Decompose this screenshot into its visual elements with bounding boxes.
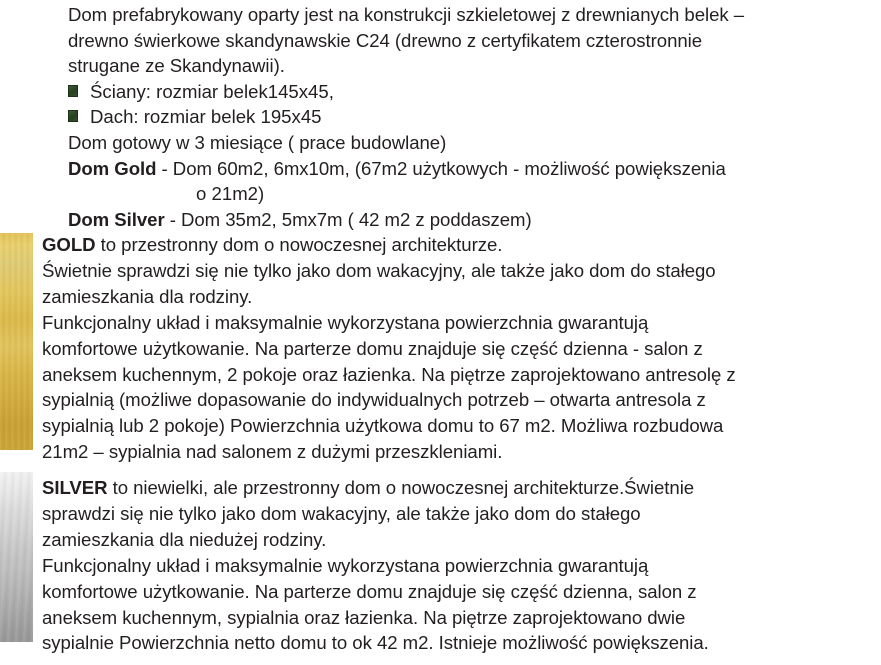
- silver-description-line-5: komfortowe użytkowanie. Na parterze domu znajduje się część dzienna, salon z: [42, 580, 697, 602]
- silver-description-line-6: aneksem kuchennym, sypialnia oraz łazienka. Na piętrze zaprojektowano dwie: [42, 606, 686, 628]
- silver-accent-bar: [0, 472, 33, 642]
- spec-bullet-roof-label: Dach: rozmiar belek 195x45: [90, 106, 322, 128]
- spec-bullet-walls-label: Ściany: rozmiar belek145x45,: [90, 80, 334, 102]
- build-time-line: Dom gotowy w 3 miesiące ( prace budowlane): [68, 131, 447, 153]
- model-silver-name: Dom Silver: [68, 208, 165, 230]
- silver-description-line-1: [42, 475, 847, 501]
- gold-description-line-3: zamieszkania dla rodziny.: [42, 285, 253, 307]
- model-gold-name: Dom Gold: [68, 157, 157, 179]
- specification-block: [68, 2, 868, 232]
- gold-description-line-8: sypialnią lub 2 pokoje) Powierzchnia użytkowa domu to 67 m2. Możliwa rozbudowa: [42, 415, 724, 437]
- gold-label: GOLD: [42, 234, 96, 255]
- gold-description-line-9: 21m2 – sypialnia nad salonem z dużymi przeszkleniami.: [42, 441, 503, 463]
- gold-accent-bar: [0, 233, 33, 450]
- gold-description-block: [42, 232, 847, 465]
- silver-description-block: [42, 475, 847, 656]
- model-gold-details: - Dom 60m2, 6mx10m, (67m2 użytkowych - możliwość powiększenia: [156, 157, 726, 179]
- intro-line-1: Dom prefabrykowany oparty jest na konstrukcji szkieletowej z drewnianych belek –: [68, 4, 745, 25]
- spec-bullet-roof: [68, 104, 868, 130]
- gold-description-line-1: [42, 232, 847, 258]
- silver-description-line-3: zamieszkania dla niedużej rodziny.: [42, 528, 327, 550]
- silver-line-1-text: to niewielki, ale przestronny dom o nowoczesnej architekturze.Świetnie: [107, 477, 695, 498]
- model-gold-line: [68, 156, 868, 182]
- model-silver-details: - Dom 35m2, 5mx7m ( 42 m2 z poddaszem): [164, 208, 532, 230]
- silver-description-line-4: Funkcjonalny układ i maksymalnie wykorzystana powierzchnia gwarantują: [42, 554, 649, 576]
- gold-description-line-4: Funkcjonalny układ i maksymalnie wykorzystana powierzchnia gwarantują: [42, 311, 649, 333]
- square-bullet-icon: [68, 110, 78, 122]
- silver-description-line-7: sypialnie Powierzchnia netto domu to ok 42 m2. Istnieje możliwość powiększenia.: [42, 632, 709, 654]
- model-silver-line: [68, 207, 868, 233]
- model-gold-continuation: o 21m2): [196, 183, 265, 205]
- silver-description-line-2: sprawdzi się nie tylko jako dom wakacyjny, ale także jako dom do stałego: [42, 502, 641, 524]
- square-bullet-icon: [68, 85, 78, 97]
- silver-label: SILVER: [42, 477, 108, 498]
- intro-line-2: drewno świerkowe skandynawskie C24 (drewno z certyfikatem czterostronnie: [68, 29, 703, 51]
- gold-description-line-6: aneksem kuchennym, 2 pokoje oraz łazienka. Na piętrze zaprojektowano antresolę z: [42, 363, 736, 385]
- gold-description-line-5: komfortowe użytkowanie. Na parterze domu znajduje się część dzienna - salon z: [42, 337, 703, 359]
- gold-description-line-7: sypialnią (możliwe dopasowanie do indywidualnych potrzeb – otwarta antresola z: [42, 389, 706, 411]
- intro-line-3: strugane ze Skandynawii).: [68, 55, 285, 77]
- spec-bullet-walls: [68, 79, 868, 105]
- gold-description-line-2: Świetnie sprawdzi się nie tylko jako dom wakacyjny, ale także jako dom do stałego: [42, 259, 716, 281]
- gold-line-1-text: to przestronny dom o nowoczesnej architekturze.: [95, 234, 503, 255]
